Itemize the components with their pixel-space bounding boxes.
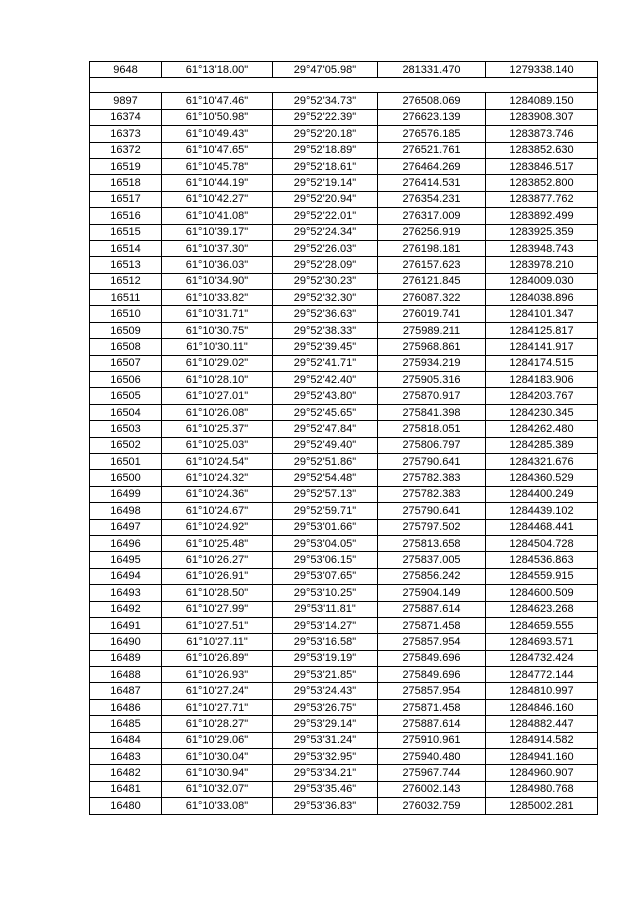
latitude-cell: 29°53'32.95" bbox=[273, 749, 378, 765]
northing-cell: 1283877.762 bbox=[486, 191, 598, 207]
longitude-cell: 61°10'45.78" bbox=[162, 158, 273, 174]
table-row bbox=[90, 650, 598, 666]
table-row bbox=[90, 158, 598, 174]
longitude-cell: 61°10'29.06" bbox=[162, 732, 273, 748]
longitude-cell: 61°10'26.93" bbox=[162, 667, 273, 683]
latitude-cell: 29°52'18.61" bbox=[273, 158, 378, 174]
easting-cell: 276354.231 bbox=[378, 191, 486, 207]
latitude-cell: 29°53'11.81" bbox=[273, 601, 378, 617]
point-id-cell: 16483 bbox=[90, 749, 162, 765]
easting-cell: 276317.009 bbox=[378, 208, 486, 224]
point-id-cell: 16502 bbox=[90, 437, 162, 453]
northing-cell: 1283892.499 bbox=[486, 208, 598, 224]
latitude-cell: 29°52'49.40" bbox=[273, 437, 378, 453]
easting-cell: 275887.614 bbox=[378, 601, 486, 617]
table-row bbox=[90, 667, 598, 683]
longitude-cell: 61°10'24.36" bbox=[162, 486, 273, 502]
point-id-cell: 16485 bbox=[90, 716, 162, 732]
longitude-cell: 61°10'49.43" bbox=[162, 126, 273, 142]
point-id-cell: 16501 bbox=[90, 453, 162, 469]
point-id-cell: 16504 bbox=[90, 404, 162, 420]
northing-cell: 1284882.447 bbox=[486, 716, 598, 732]
longitude-cell: 61°10'24.67" bbox=[162, 503, 273, 519]
table-row bbox=[90, 126, 598, 142]
northing-cell: 1284846.160 bbox=[486, 699, 598, 715]
latitude-cell: 29°52'28.09" bbox=[273, 257, 378, 273]
point-id-cell: 16493 bbox=[90, 585, 162, 601]
northing-cell: 1285002.281 bbox=[486, 798, 598, 814]
northing-cell: 1284038.896 bbox=[486, 290, 598, 306]
table-row bbox=[90, 273, 598, 289]
coordinates-table bbox=[89, 61, 598, 815]
easting-cell: 275797.502 bbox=[378, 519, 486, 535]
easting-cell: 275790.641 bbox=[378, 503, 486, 519]
latitude-cell: 29°52'45.65" bbox=[273, 404, 378, 420]
northing-cell: 1283852.630 bbox=[486, 142, 598, 158]
northing-cell: 1284772.144 bbox=[486, 667, 598, 683]
latitude-cell: 29°53'26.75" bbox=[273, 699, 378, 715]
table-row bbox=[90, 585, 598, 601]
northing-cell: 1284400.249 bbox=[486, 486, 598, 502]
easting-cell: 275910.961 bbox=[378, 732, 486, 748]
easting-cell: 276623.139 bbox=[378, 109, 486, 125]
longitude-cell: 61°10'30.75" bbox=[162, 322, 273, 338]
point-id-cell: 9897 bbox=[90, 93, 162, 109]
point-id-cell: 16503 bbox=[90, 421, 162, 437]
latitude-cell: 29°53'04.05" bbox=[273, 535, 378, 551]
latitude-cell: 29°53'19.19" bbox=[273, 650, 378, 666]
table-row bbox=[90, 798, 598, 814]
northing-cell: 1284101.347 bbox=[486, 306, 598, 322]
northing-cell: 1284203.767 bbox=[486, 388, 598, 404]
table-row bbox=[90, 486, 598, 502]
northing-cell: 1284559.915 bbox=[486, 568, 598, 584]
point-id-cell: 16500 bbox=[90, 470, 162, 486]
table-row bbox=[90, 240, 598, 256]
northing-cell: 1284360.529 bbox=[486, 470, 598, 486]
point-id-cell: 16512 bbox=[90, 273, 162, 289]
latitude-cell: 29°53'34.21" bbox=[273, 765, 378, 781]
table-row bbox=[90, 781, 598, 797]
table-row bbox=[90, 617, 598, 633]
point-id-cell: 16509 bbox=[90, 322, 162, 338]
point-id-cell: 16517 bbox=[90, 191, 162, 207]
easting-cell: 275857.954 bbox=[378, 683, 486, 699]
table-row bbox=[90, 322, 598, 338]
northing-cell: 1284262.480 bbox=[486, 421, 598, 437]
longitude-cell: 61°10'30.04" bbox=[162, 749, 273, 765]
table-row bbox=[90, 93, 598, 109]
longitude-cell: 61°10'24.54" bbox=[162, 453, 273, 469]
longitude-cell: 61°10'27.24" bbox=[162, 683, 273, 699]
table-row bbox=[90, 683, 598, 699]
table-row bbox=[90, 568, 598, 584]
table-row bbox=[90, 699, 598, 715]
longitude-cell: 61°10'50.98" bbox=[162, 109, 273, 125]
easting-cell: 275790.641 bbox=[378, 453, 486, 469]
table-row bbox=[90, 355, 598, 371]
northing-cell: 1283873.746 bbox=[486, 126, 598, 142]
point-id-cell: 16513 bbox=[90, 257, 162, 273]
point-id-cell: 16480 bbox=[90, 798, 162, 814]
separator-cell bbox=[90, 78, 598, 93]
point-id-cell: 16484 bbox=[90, 732, 162, 748]
longitude-cell: 61°10'37.30" bbox=[162, 240, 273, 256]
longitude-cell: 61°10'26.89" bbox=[162, 650, 273, 666]
easting-cell: 275887.614 bbox=[378, 716, 486, 732]
latitude-cell: 29°53'35.46" bbox=[273, 781, 378, 797]
table-row bbox=[90, 257, 598, 273]
table-row bbox=[90, 175, 598, 191]
northing-cell: 1284141.917 bbox=[486, 339, 598, 355]
latitude-cell: 29°52'20.18" bbox=[273, 126, 378, 142]
northing-cell: 1283852.800 bbox=[486, 175, 598, 191]
table-row bbox=[90, 404, 598, 420]
latitude-cell: 29°52'47.84" bbox=[273, 421, 378, 437]
longitude-cell: 61°10'25.03" bbox=[162, 437, 273, 453]
longitude-cell: 61°10'27.01" bbox=[162, 388, 273, 404]
latitude-cell: 29°53'06.15" bbox=[273, 552, 378, 568]
point-id-cell: 16499 bbox=[90, 486, 162, 502]
northing-cell: 1284504.728 bbox=[486, 535, 598, 551]
longitude-cell: 61°10'27.11" bbox=[162, 634, 273, 650]
point-id-cell: 16498 bbox=[90, 503, 162, 519]
point-id-cell: 16491 bbox=[90, 617, 162, 633]
latitude-cell: 29°53'29.14" bbox=[273, 716, 378, 732]
latitude-cell: 29°52'36.63" bbox=[273, 306, 378, 322]
longitude-cell: 61°10'42.27" bbox=[162, 191, 273, 207]
easting-cell: 275841.398 bbox=[378, 404, 486, 420]
northing-cell: 1284230.345 bbox=[486, 404, 598, 420]
easting-cell: 275813.658 bbox=[378, 535, 486, 551]
point-id-cell: 9648 bbox=[90, 62, 162, 78]
northing-cell: 1284659.555 bbox=[486, 617, 598, 633]
longitude-cell: 61°10'26.91" bbox=[162, 568, 273, 584]
point-id-cell: 16495 bbox=[90, 552, 162, 568]
longitude-cell: 61°10'31.71" bbox=[162, 306, 273, 322]
longitude-cell: 61°10'24.32" bbox=[162, 470, 273, 486]
latitude-cell: 29°47'05.98" bbox=[273, 62, 378, 78]
easting-cell: 276002.143 bbox=[378, 781, 486, 797]
longitude-cell: 61°10'24.92" bbox=[162, 519, 273, 535]
table-row bbox=[90, 749, 598, 765]
latitude-cell: 29°52'20.94" bbox=[273, 191, 378, 207]
easting-cell: 276464.269 bbox=[378, 158, 486, 174]
northing-cell: 1284321.676 bbox=[486, 453, 598, 469]
northing-cell: 1284960.907 bbox=[486, 765, 598, 781]
latitude-cell: 29°52'39.45" bbox=[273, 339, 378, 355]
latitude-cell: 29°52'22.01" bbox=[273, 208, 378, 224]
northing-cell: 1284174.515 bbox=[486, 355, 598, 371]
longitude-cell: 61°10'28.10" bbox=[162, 372, 273, 388]
point-id-cell: 16519 bbox=[90, 158, 162, 174]
easting-cell: 281331.470 bbox=[378, 62, 486, 78]
table-row bbox=[90, 372, 598, 388]
longitude-cell: 61°10'39.17" bbox=[162, 224, 273, 240]
easting-cell: 276087.322 bbox=[378, 290, 486, 306]
latitude-cell: 29°52'41.71" bbox=[273, 355, 378, 371]
longitude-cell: 61°10'30.94" bbox=[162, 765, 273, 781]
northing-cell: 1284009.030 bbox=[486, 273, 598, 289]
northing-cell: 1284468.441 bbox=[486, 519, 598, 535]
table-row bbox=[90, 191, 598, 207]
latitude-cell: 29°52'22.39" bbox=[273, 109, 378, 125]
longitude-cell: 61°10'28.50" bbox=[162, 585, 273, 601]
easting-cell: 275905.316 bbox=[378, 372, 486, 388]
longitude-cell: 61°10'47.46" bbox=[162, 93, 273, 109]
table-row bbox=[90, 208, 598, 224]
easting-cell: 275806.797 bbox=[378, 437, 486, 453]
point-id-cell: 16482 bbox=[90, 765, 162, 781]
easting-cell: 275782.383 bbox=[378, 470, 486, 486]
point-id-cell: 16486 bbox=[90, 699, 162, 715]
easting-cell: 275967.744 bbox=[378, 765, 486, 781]
northing-cell: 1284125.817 bbox=[486, 322, 598, 338]
latitude-cell: 29°52'34.73" bbox=[273, 93, 378, 109]
table-row bbox=[90, 62, 598, 78]
point-id-cell: 16514 bbox=[90, 240, 162, 256]
longitude-cell: 61°10'44.19" bbox=[162, 175, 273, 191]
point-id-cell: 16496 bbox=[90, 535, 162, 551]
point-id-cell: 16490 bbox=[90, 634, 162, 650]
point-id-cell: 16510 bbox=[90, 306, 162, 322]
table-row bbox=[90, 601, 598, 617]
table-row bbox=[90, 470, 598, 486]
point-id-cell: 16487 bbox=[90, 683, 162, 699]
northing-cell: 1284732.424 bbox=[486, 650, 598, 666]
point-id-cell: 16373 bbox=[90, 126, 162, 142]
table-row bbox=[90, 339, 598, 355]
easting-cell: 275871.458 bbox=[378, 699, 486, 715]
easting-cell: 275870.917 bbox=[378, 388, 486, 404]
table-row bbox=[90, 224, 598, 240]
easting-cell: 275849.696 bbox=[378, 667, 486, 683]
easting-cell: 276121.845 bbox=[378, 273, 486, 289]
latitude-cell: 29°52'18.89" bbox=[273, 142, 378, 158]
coordinates-table-body bbox=[90, 62, 598, 815]
latitude-cell: 29°53'31.24" bbox=[273, 732, 378, 748]
northing-cell: 1284941.160 bbox=[486, 749, 598, 765]
point-id-cell: 16492 bbox=[90, 601, 162, 617]
easting-cell: 275782.383 bbox=[378, 486, 486, 502]
northing-cell: 1284810.997 bbox=[486, 683, 598, 699]
northing-cell: 1284439.102 bbox=[486, 503, 598, 519]
separator-row bbox=[90, 78, 598, 93]
point-id-cell: 16488 bbox=[90, 667, 162, 683]
easting-cell: 275934.219 bbox=[378, 355, 486, 371]
longitude-cell: 61°10'27.71" bbox=[162, 699, 273, 715]
table-row bbox=[90, 453, 598, 469]
table-row bbox=[90, 732, 598, 748]
latitude-cell: 29°52'24.34" bbox=[273, 224, 378, 240]
table-row bbox=[90, 716, 598, 732]
easting-cell: 275968.861 bbox=[378, 339, 486, 355]
easting-cell: 275837.005 bbox=[378, 552, 486, 568]
easting-cell: 276576.185 bbox=[378, 126, 486, 142]
table-row bbox=[90, 552, 598, 568]
point-id-cell: 16506 bbox=[90, 372, 162, 388]
point-id-cell: 16508 bbox=[90, 339, 162, 355]
easting-cell: 276414.531 bbox=[378, 175, 486, 191]
longitude-cell: 61°10'34.90" bbox=[162, 273, 273, 289]
point-id-cell: 16497 bbox=[90, 519, 162, 535]
latitude-cell: 29°52'30.23" bbox=[273, 273, 378, 289]
northing-cell: 1283908.307 bbox=[486, 109, 598, 125]
easting-cell: 276508.069 bbox=[378, 93, 486, 109]
longitude-cell: 61°13'18.00" bbox=[162, 62, 273, 78]
easting-cell: 276032.759 bbox=[378, 798, 486, 814]
point-id-cell: 16489 bbox=[90, 650, 162, 666]
longitude-cell: 61°10'36.03" bbox=[162, 257, 273, 273]
northing-cell: 1283846.517 bbox=[486, 158, 598, 174]
northing-cell: 1284693.571 bbox=[486, 634, 598, 650]
latitude-cell: 29°52'43.80" bbox=[273, 388, 378, 404]
point-id-cell: 16518 bbox=[90, 175, 162, 191]
northing-cell: 1283925.359 bbox=[486, 224, 598, 240]
northing-cell: 1284914.582 bbox=[486, 732, 598, 748]
point-id-cell: 16516 bbox=[90, 208, 162, 224]
latitude-cell: 29°52'19.14" bbox=[273, 175, 378, 191]
table-row bbox=[90, 142, 598, 158]
northing-cell: 1279338.140 bbox=[486, 62, 598, 78]
table-row bbox=[90, 109, 598, 125]
longitude-cell: 61°10'30.11" bbox=[162, 339, 273, 355]
latitude-cell: 29°52'59.71" bbox=[273, 503, 378, 519]
point-id-cell: 16494 bbox=[90, 568, 162, 584]
longitude-cell: 61°10'27.51" bbox=[162, 617, 273, 633]
point-id-cell: 16505 bbox=[90, 388, 162, 404]
table-row bbox=[90, 306, 598, 322]
latitude-cell: 29°52'57.13" bbox=[273, 486, 378, 502]
table-row bbox=[90, 765, 598, 781]
longitude-cell: 61°10'28.27" bbox=[162, 716, 273, 732]
latitude-cell: 29°53'10.25" bbox=[273, 585, 378, 601]
latitude-cell: 29°52'26.03" bbox=[273, 240, 378, 256]
latitude-cell: 29°53'36.83" bbox=[273, 798, 378, 814]
table-row bbox=[90, 421, 598, 437]
northing-cell: 1283948.743 bbox=[486, 240, 598, 256]
easting-cell: 276157.623 bbox=[378, 257, 486, 273]
latitude-cell: 29°52'32.30" bbox=[273, 290, 378, 306]
easting-cell: 275940.480 bbox=[378, 749, 486, 765]
easting-cell: 275856.242 bbox=[378, 568, 486, 584]
table-row bbox=[90, 634, 598, 650]
northing-cell: 1284285.389 bbox=[486, 437, 598, 453]
northing-cell: 1284536.863 bbox=[486, 552, 598, 568]
easting-cell: 275989.211 bbox=[378, 322, 486, 338]
longitude-cell: 61°10'29.02" bbox=[162, 355, 273, 371]
table-row bbox=[90, 503, 598, 519]
longitude-cell: 61°10'25.37" bbox=[162, 421, 273, 437]
longitude-cell: 61°10'25.48" bbox=[162, 535, 273, 551]
northing-cell: 1284089.150 bbox=[486, 93, 598, 109]
longitude-cell: 61°10'33.08" bbox=[162, 798, 273, 814]
latitude-cell: 29°52'51.86" bbox=[273, 453, 378, 469]
table-row bbox=[90, 388, 598, 404]
longitude-cell: 61°10'26.27" bbox=[162, 552, 273, 568]
longitude-cell: 61°10'26.08" bbox=[162, 404, 273, 420]
easting-cell: 275818.051 bbox=[378, 421, 486, 437]
easting-cell: 276256.919 bbox=[378, 224, 486, 240]
point-id-cell: 16507 bbox=[90, 355, 162, 371]
table-row bbox=[90, 535, 598, 551]
latitude-cell: 29°53'24.43" bbox=[273, 683, 378, 699]
easting-cell: 275857.954 bbox=[378, 634, 486, 650]
easting-cell: 276019.741 bbox=[378, 306, 486, 322]
easting-cell: 276521.761 bbox=[378, 142, 486, 158]
longitude-cell: 61°10'33.82" bbox=[162, 290, 273, 306]
latitude-cell: 29°53'07.65" bbox=[273, 568, 378, 584]
northing-cell: 1284183.906 bbox=[486, 372, 598, 388]
northing-cell: 1283978.210 bbox=[486, 257, 598, 273]
longitude-cell: 61°10'32.07" bbox=[162, 781, 273, 797]
latitude-cell: 29°52'42.40" bbox=[273, 372, 378, 388]
easting-cell: 275871.458 bbox=[378, 617, 486, 633]
latitude-cell: 29°53'21.85" bbox=[273, 667, 378, 683]
longitude-cell: 61°10'27.99" bbox=[162, 601, 273, 617]
point-id-cell: 16515 bbox=[90, 224, 162, 240]
longitude-cell: 61°10'47.65" bbox=[162, 142, 273, 158]
latitude-cell: 29°52'38.33" bbox=[273, 322, 378, 338]
point-id-cell: 16511 bbox=[90, 290, 162, 306]
latitude-cell: 29°53'14.27" bbox=[273, 617, 378, 633]
table-row bbox=[90, 290, 598, 306]
point-id-cell: 16374 bbox=[90, 109, 162, 125]
longitude-cell: 61°10'41.08" bbox=[162, 208, 273, 224]
point-id-cell: 16481 bbox=[90, 781, 162, 797]
latitude-cell: 29°53'16.58" bbox=[273, 634, 378, 650]
latitude-cell: 29°52'54.48" bbox=[273, 470, 378, 486]
easting-cell: 275849.696 bbox=[378, 650, 486, 666]
table-row bbox=[90, 437, 598, 453]
northing-cell: 1284623.268 bbox=[486, 601, 598, 617]
table-row bbox=[90, 519, 598, 535]
easting-cell: 276198.181 bbox=[378, 240, 486, 256]
northing-cell: 1284980.768 bbox=[486, 781, 598, 797]
easting-cell: 275904.149 bbox=[378, 585, 486, 601]
point-id-cell: 16372 bbox=[90, 142, 162, 158]
northing-cell: 1284600.509 bbox=[486, 585, 598, 601]
latitude-cell: 29°53'01.66" bbox=[273, 519, 378, 535]
